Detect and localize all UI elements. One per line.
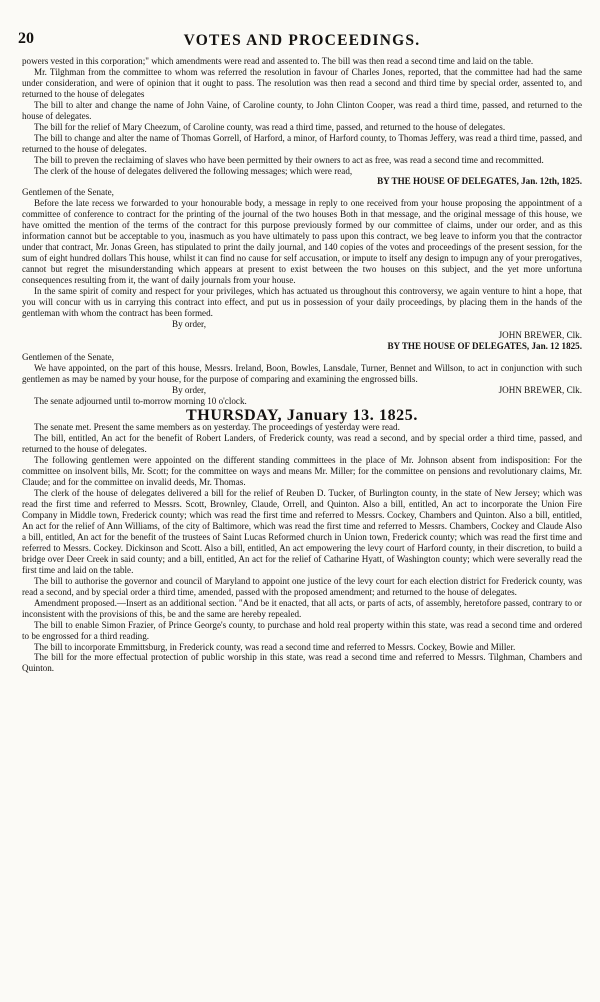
paragraph: The bill for the relief of Mary Cheezum, of Caroline county, was read a third time, passed, and returned to the house of delegates.: [34, 121, 506, 132]
message-header: BY THE HOUSE OF DELEGATES, Jan. 12th, 1825.: [377, 176, 582, 187]
paragraph: The bill to change and alter the name of Thomas Gorrell, of Harford, a minor, of Harford county, to Thomas Jeffery, was read a third time, passed, and returned to the house of delegates.: [22, 132, 582, 154]
paragraph: We have appointed, on the part of this house, Messrs. Ireland, Boon, Bowles, Lansdale, Turner, Bennet and Willson, to act in conjunction with such gentlemen as may be named by your house, for the purpose of comparing and examining the engrossed bills.: [22, 362, 582, 384]
message-header: BY THE HOUSE OF DELEGATES, Jan. 12 1825.: [387, 340, 582, 351]
salutation: Gentlemen of the Senate,: [22, 187, 114, 198]
paragraph: The clerk of the house of delegates delivered a bill for the relief of Reuben D. Tucker, of Burlington county, in the state of New Jersey; which was read the first time and referred to Messrs. Scott, Brownley, Claude, Orrell, and Quinton. Also a bill, entitled, An act to incorporate the Union Fire Company in Middle town, Frederick county; which was read the first time and referred to Messrs. Cockey, Chambers and Quinton. Also a bill, entitled, An act for the relief of Ann Williams, of the city of Baltimore, which was read the first time and referred to Messrs. Chambers, Cockey and Claude Also a bill, entitled, An act for the benefit of the trustees of Saint Lucas Reformed church in Union town, Frederick county; which was read the first time and referred to Messrs. Cockey. Dickinson and Scott. Also a bill, entitled, An act empowering the levy court of Harford county, in their discretion, to build a bridge over Deer Creek in said county; and a bill, entitled, An act for the relief of Catharine Hyatt, of Washington county; which were severally read the first time and laid on the table.: [22, 488, 582, 575]
paragraph: The clerk of the house of delegates delivered the following messages; which were read,: [34, 165, 353, 176]
clerk-signature: JOHN BREWER, Clk.: [498, 384, 582, 395]
adjournment-note: The senate adjourned until to-morrow morning 10 o'clock.: [34, 395, 247, 406]
paragraph: powers vested in this corporation;" which amendments were read and assented to. The bill was then read a second time and laid on the table.: [22, 56, 534, 66]
paragraph: The following gentlemen were appointed on the different standing committees in the place of Mr. Johnson absent from indisposition: For the committee on insolvent bills, Mr. Scott; for the committee on ways and means Mr. Miller; for the committee on pensions and revolutionary claims, Mr. Claude; and for the committee on invalid deeds, Mr. Thomas.: [22, 455, 582, 488]
paragraph: The senate met. Present the same members as on yesterday. The proceedings of yesterday were read.: [34, 422, 400, 433]
by-order: By order,: [172, 318, 206, 329]
paragraph: Mr. Tilghman from the committee to whom was referred the resolution in favour of Charles Jones, reported, that the committee had had the same under consideration, and were of opinion that it ought to pass. The resolution was then read a second and third time by special order, assented to, and returned to the house of delegates: [22, 66, 582, 99]
paragraph: Before the late recess we forwarded to your honourable body, a message in reply to one received from your house proposing the appointment of a committee of conference to contract for the printing of the journal of the two houses Both in that message, and the original message of this house, we have omitted the mention of the terms of the contract for this purpose previously formed by our committee of claims, under our order, and as this information cannot but be acceptable to you, inasmuch as you have ultimately to pass upon this contract, we beg leave to inform you that the contractor under that contract, Mr. Jonas Green, has stipulated to print the daily journal, and 140 copies of the votes and proceedings of the present session, for the sum of eight hundred dollars This house, whilst it can find no cause for self accusation, or impute to itself any design to impugn any of your prerogatives, cannot but regret the misunderstanding which appears at present to exist between the two houses on this subject, and the yet more unfortuna consequences resulting from it, the want of daily journals from your house.: [22, 198, 582, 286]
clerk-signature: JOHN BREWER, Clk.: [498, 329, 582, 340]
paragraph: The bill to alter and change the name of John Vaine, of Caroline county, to John Clinton Cooper, was read a third time, passed, and returned to the house of delegates.: [22, 99, 582, 121]
by-order: By order,: [172, 384, 206, 395]
paragraph: The bill for the more effectual protection of public worship in this state, was read a second time and referred to Messrs. Tilghman, Chambers and Quinton.: [22, 652, 582, 674]
paragraph: The bill to incorporate Emmittsburg, in Frederick county, was read a second time and referred to Messrs. Cockey, Bowie and Miller.: [34, 641, 516, 652]
paragraph: In the same spirit of comity and respect for your privileges, which has actuated us throughout this controversy, we again venture to hint a hope, that you will concur with us in carrying this contract into effect, and put us in possession of your daily proceedings, by placing them in the hands of the gentleman with whom the contract has been formed.: [22, 286, 582, 318]
page-number: 20: [18, 30, 34, 47]
paragraph: The bill, entitled, An act for the benefit of Robert Landers, of Frederick county, was read a second, and by special order a third time, passed, and returned to the house of delegates.: [22, 433, 582, 455]
document-body: [22, 56, 582, 674]
page-header: VOTES AND PROCEEDINGS.: [183, 32, 421, 49]
paragraph: The bill to enable Simon Frazier, of Prince George's county, to purchase and hold real property within this state, was read a second time and ordered to be engrossed for a third reading.: [22, 619, 582, 641]
paragraph: The bill to preven the reclaiming of slaves who have been permitted by their owners to act as free, was read a second time and recommitted.: [34, 154, 544, 165]
day-heading: THURSDAY, January 13. 1825.: [186, 406, 418, 424]
salutation: Gentlemen of the Senate,: [22, 351, 114, 362]
paragraph: Amendment proposed.—Insert as an additional section. "And be it enacted, that all acts, or parts of acts, of assembly, heretofore passed, contrary to or inconsistent with the provisions of this, be and the same are hereby repealed.: [22, 597, 582, 619]
paragraph: The bill to authorise the governor and council of Maryland to appoint one justice of the levy court for each election district for Frederick county, was read a second, and by special order a third time, amended, passed with the proposed amendment; and returned to the house of delegates.: [22, 575, 582, 597]
signature-line: [22, 385, 582, 396]
